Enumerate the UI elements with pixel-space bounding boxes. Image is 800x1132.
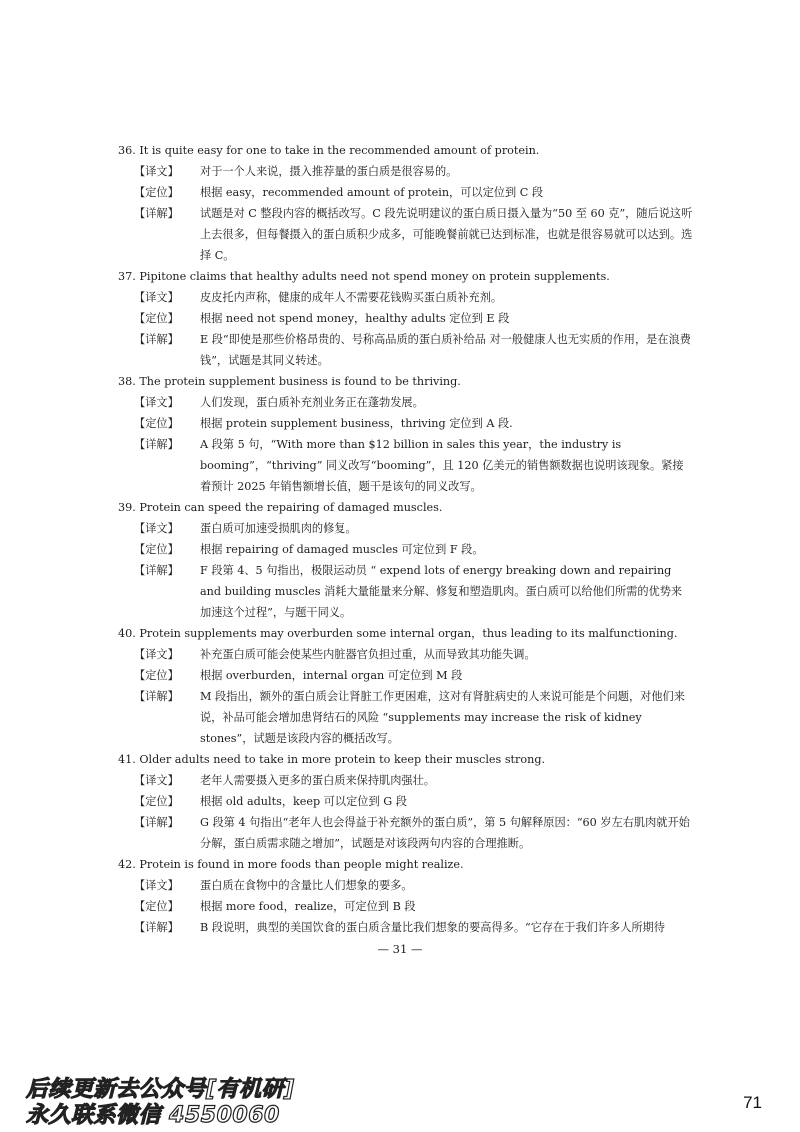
explanation-item: [134, 203, 693, 266]
item-tag: 【译文】: [134, 879, 179, 892]
item-text: 老年人需要摄入更多的蛋白质来保持肌肉强壮。: [200, 774, 435, 787]
item-text: 根据 old adults，keep 可以定位到 G 段: [200, 795, 407, 808]
item-text: 蛋白质可加速受损肌肉的修复。: [200, 522, 357, 535]
question-block: [118, 371, 693, 497]
explanation-item: [134, 287, 693, 308]
item-text: B 段说明，典型的美国饮食的蛋白质含量比我们想象的要高得多。“它存在于我们许多人所期待: [200, 921, 665, 934]
question-stem: 39. Protein can speed the repairing of damaged muscles.: [118, 501, 443, 514]
explanation-item: [134, 791, 693, 812]
item-tag: 【定位】: [134, 312, 179, 325]
question-stem: 42. Protein is found in more foods than people might realize.: [118, 858, 464, 871]
explanation-item: [134, 917, 693, 938]
question-stem: 38. The protein supplement business is found to be thriving.: [118, 375, 461, 388]
item-text: 根据 easy，recommended amount of protein，可以定位到 C 段: [200, 186, 544, 199]
explanation-item: [134, 434, 693, 497]
item-tag: 【详解】: [134, 333, 179, 346]
item-text: 人们发现，蛋白质补充剂业务正在蓬勃发展。: [200, 396, 424, 409]
item-tag: 【定位】: [134, 795, 179, 808]
explanation-item: [134, 896, 693, 917]
question-stem: 41. Older adults need to take in more protein to keep their muscles strong.: [118, 753, 546, 766]
item-tag: 【详解】: [134, 438, 179, 451]
item-text: F 段第 4、5 句指出，极限运动员 “ expend lots of energy breaking down and repairing and building muscles 消耗大量能量来分解、修复和塑造肌肉。蛋白质可以给他们所需的优势来加速这个过程”，与题干同义。: [200, 564, 683, 619]
item-tag: 【详解】: [134, 690, 179, 703]
item-tag: 【定位】: [134, 186, 179, 199]
question-stem: 40. Protein supplements may overburden some internal organ，thus leading to its malfunctioning.: [118, 627, 678, 640]
explanation-item: [134, 518, 693, 539]
item-tag: 【详解】: [134, 816, 179, 829]
item-text: 根据 need not spend money，healthy adults 定位到 E 段: [200, 312, 510, 325]
item-tag: 【定位】: [134, 417, 179, 430]
page-number: — 31 —: [377, 942, 423, 956]
question-block: [118, 497, 693, 623]
watermark-line-1: 后续更新去公众号[有机研]: [26, 1077, 295, 1102]
item-text: 根据 overburden，internal organ 可定位到 M 段: [200, 669, 463, 682]
item-tag: 【详解】: [134, 564, 179, 577]
explanation-item: [134, 161, 693, 182]
item-tag: 【译文】: [134, 774, 179, 787]
explanation-item: [134, 644, 693, 665]
item-tag: 【译文】: [134, 522, 179, 535]
corner-page-number: 71: [743, 1093, 762, 1112]
explanation-item: [134, 686, 693, 749]
item-text: G 段第 4 句指出“老年人也会得益于补充额外的蛋白质”，第 5 句解释原因：“60 岁左右肌肉就开始分解，蛋白质需求随之增加”，试题是对该段两句内容的合理推断。: [200, 816, 690, 850]
item-text: 根据 more food，realize，可定位到 B 段: [200, 900, 416, 913]
item-text: 对于一个人来说，摄入推荐量的蛋白质是很容易的。: [200, 165, 458, 178]
item-text: M 段指出，额外的蛋白质会让肾脏工作更困难，这对有肾脏病史的人来说可能是个问题，对他们来说，补品可能会增加患肾结石的风险 “supplements may increase the risk of kidney stones”，试题是该段内容的概括改写。: [200, 690, 685, 745]
question-block: [118, 140, 693, 266]
item-text: 根据 repairing of damaged muscles 可定位到 F 段。: [200, 543, 484, 556]
explanation-item: [134, 182, 693, 203]
answer-explanations: [118, 140, 693, 938]
question-stem: 37. Pipitone claims that healthy adults need not spend money on protein supplements.: [118, 270, 610, 283]
explanation-item: [134, 539, 693, 560]
explanation-item: [134, 392, 693, 413]
item-tag: 【译文】: [134, 648, 179, 661]
explanation-item: [134, 812, 693, 854]
item-tag: 【译文】: [134, 291, 179, 304]
item-tag: 【详解】: [134, 207, 179, 220]
item-tag: 【定位】: [134, 543, 179, 556]
explanation-item: [134, 560, 693, 623]
item-tag: 【译文】: [134, 165, 179, 178]
question-block: [118, 266, 693, 371]
item-text: 蛋白质在食物中的含量比人们想象的要多。: [200, 879, 413, 892]
item-text: E 段“即使是那些价格昂贵的、号称高品质的蛋白质补给品 对一般健康人也无实质的作用，是在浪费钱”，试题是其同义转述。: [200, 333, 691, 367]
item-tag: 【译文】: [134, 396, 179, 409]
explanation-item: [134, 329, 693, 371]
item-text: 补充蛋白质可能会使某些内脏器官负担过重，从而导致其功能失调。: [200, 648, 536, 661]
item-tag: 【详解】: [134, 921, 179, 934]
question-block: [118, 623, 693, 749]
explanation-item: [134, 770, 693, 791]
explanation-item: [134, 665, 693, 686]
item-tag: 【定位】: [134, 900, 179, 913]
item-text: A 段第 5 句，“With more than $12 billion in sales this year，the industry is booming”，“thriving” 同义改写“booming”，且 120 亿美元的销售额数据也说明该现象。紧接着预计 2025 年销售额增长值，题干是该句的同义改写。: [200, 438, 684, 493]
item-tag: 【定位】: [134, 669, 179, 682]
item-text: 皮皮托内声称，健康的成年人不需要花钱购买蛋白质补充剂。: [200, 291, 503, 304]
question-block: [118, 854, 693, 938]
explanation-item: [134, 875, 693, 896]
watermark-line-2: 永久联系微信 4550060: [26, 1103, 280, 1128]
question-block: [118, 749, 693, 854]
item-text: 根据 protein supplement business，thriving 定位到 A 段.: [200, 417, 513, 430]
question-stem: 36. It is quite easy for one to take in the recommended amount of protein.: [118, 144, 540, 157]
explanation-item: [134, 308, 693, 329]
explanation-item: [134, 413, 693, 434]
item-text: 试题是对 C 整段内容的概括改写。C 段先说明建议的蛋白质日摄入量为“50 至 60 克”，随后说这听上去很多，但每餐摄入的蛋白质积少成多，可能晚餐前就已达到标准，也就是很容易就可以达到。选择 C。: [200, 207, 693, 262]
